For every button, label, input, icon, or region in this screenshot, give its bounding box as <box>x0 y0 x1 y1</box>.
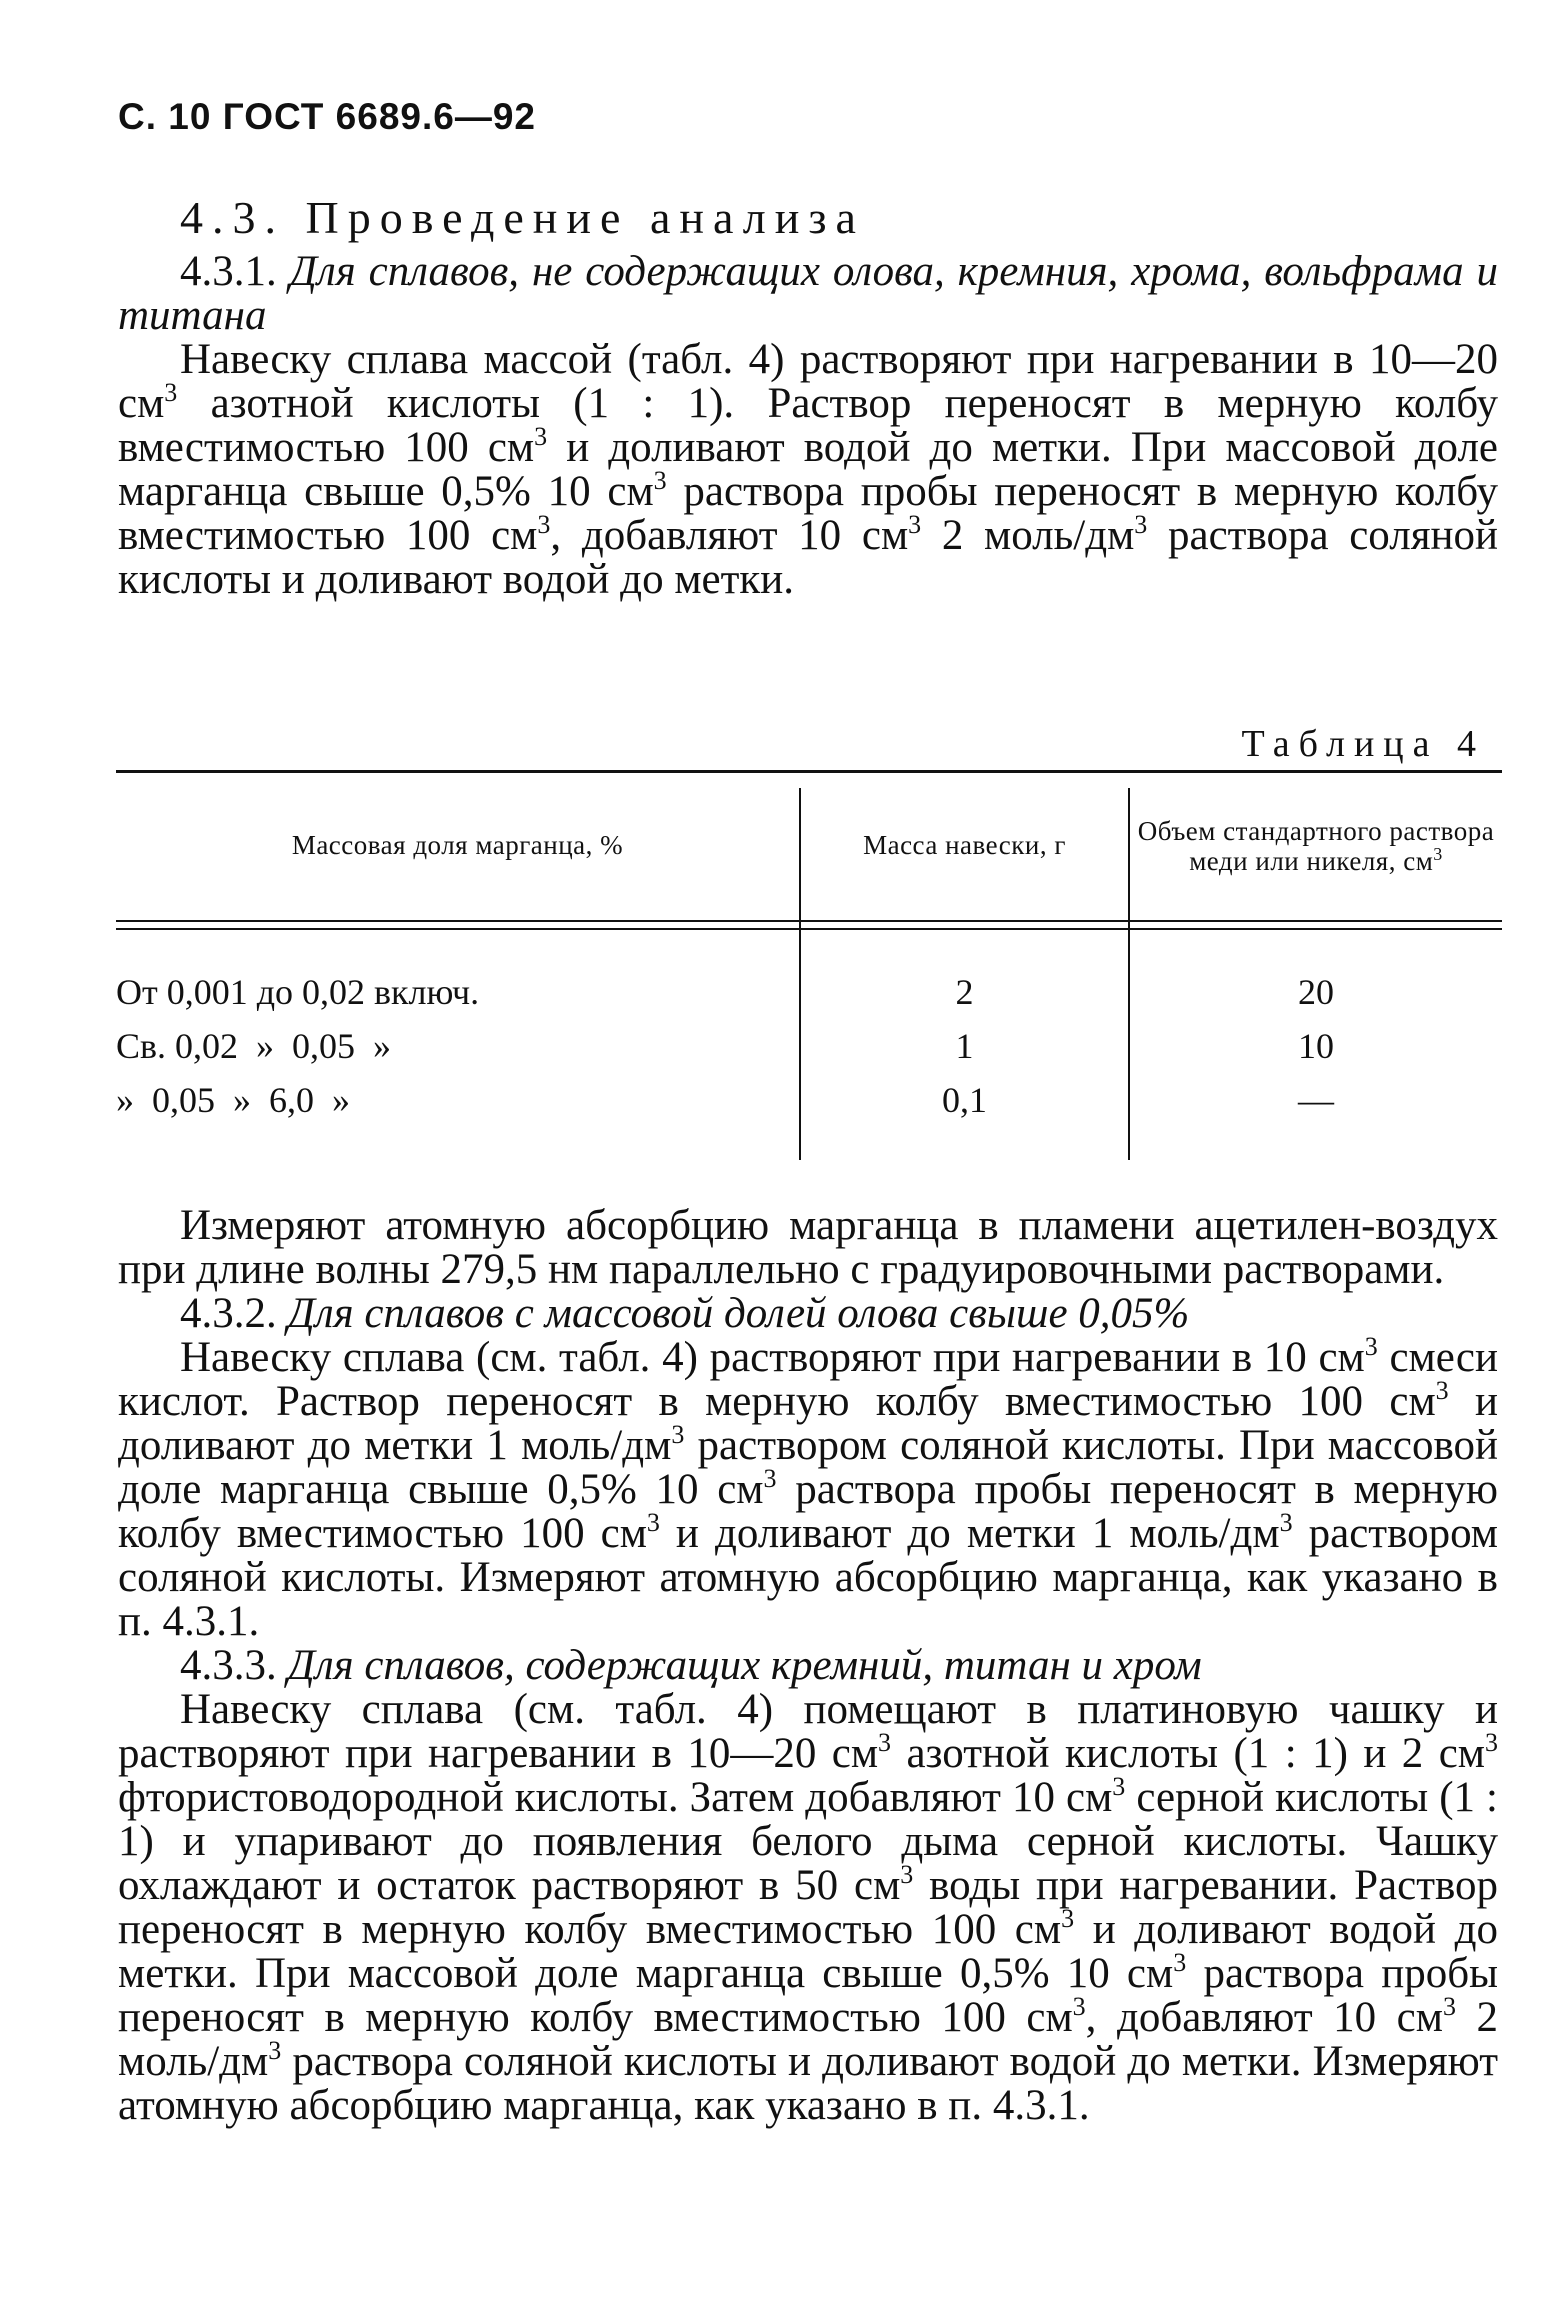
superscript: 3 <box>534 422 548 451</box>
superscript: 3 <box>653 466 667 495</box>
subsection-title: Для сплавов, содержащих кремний, титан и хром <box>287 1642 1202 1689</box>
text-run: раствором соляной кислоты. Измеряют атомную абсорбцию марганца, как указано в п. 4.3.1. <box>118 1510 1498 1645</box>
subsection-title: Для сплавов с массовой долей олова свыше 0,05% <box>287 1290 1190 1337</box>
table-row <box>116 1026 391 1066</box>
cell-mass: 2 <box>955 972 974 1012</box>
measurement-paragraph: Измеряют атомную абсорбцию марганца в пламени ацетилен-воздух при длине волны 279,5 нм параллельно с градуировочными растворами. <box>118 1202 1498 1293</box>
cell-mass: 0,1 <box>942 1080 987 1120</box>
cell-volume: 20 <box>1298 972 1334 1012</box>
text-run: азотной кислоты (1 : 1). Раствор переносят в мерную колбу вместимостью 100 см <box>118 380 1498 471</box>
text-run: раствором соляной кислоты. При массовой доле марганца свыше 0,5% 10 см <box>118 1422 1498 1513</box>
subsection-4-3-2-text <box>118 1332 1498 1645</box>
superscript: 3 <box>763 1464 777 1493</box>
superscript: 3 <box>900 1860 914 1889</box>
table-top-rule <box>116 770 1502 773</box>
text-run: 2 моль/дм <box>118 1994 1498 2085</box>
subsection-4-3-2-heading <box>118 1292 1498 1336</box>
header-text: Объем стандартного раствора меди или никеля, см <box>1137 816 1495 876</box>
superscript: 3 <box>1173 1948 1187 1977</box>
cell-range: » 0,05 » 6,0 » <box>116 1080 350 1120</box>
text-run: смеси кислот. Раствор переносят в мерную колбу вместимостью 100 см <box>118 1334 1498 1425</box>
table-header-rule <box>116 920 1502 922</box>
superscript: 3 <box>878 1728 892 1757</box>
text-run: раствора пробы переносят в мерную колбу вместимостью 100 см <box>118 1950 1498 2041</box>
superscript: 3 <box>1442 1992 1456 2021</box>
subsection-title: Для сплавов, не содержащих олова, кремния, хрома, вольфрама и титана <box>118 248 1499 339</box>
text-run: и доливают водой до метки. При массовой доле марганца свыше 0,5% 10 см <box>118 424 1498 515</box>
text-run: азотной кислоты (1 : 1) и 2 см <box>891 1730 1485 1777</box>
text-run: , добавляют 10 см <box>550 512 909 559</box>
text-run: раствора пробы переносят в мерную колбу вместимостью 100 см <box>118 1466 1498 1557</box>
column-header-volume <box>1130 816 1502 876</box>
subsection-4-3-3-text <box>118 1688 1498 2128</box>
subsection-4-3-1-heading <box>118 250 1498 338</box>
cell-volume: — <box>1298 1080 1334 1120</box>
column-header-mass: Масса навески, г <box>863 830 1066 860</box>
text-run: Навеску сплава (см. табл. 4) помещают в платиновую чашку и растворяют при нагревании в 10—20 см <box>118 1686 1498 1777</box>
cell-volume: 10 <box>1298 1026 1334 1066</box>
superscript: 3 <box>1364 1332 1378 1361</box>
subsection-4-3-1-text <box>118 338 1498 602</box>
page-header: С. 10 ГОСТ 6689.6—92 <box>118 96 536 137</box>
text-run: раствора соляной кислоты и доливают водой до метки. <box>118 512 1499 603</box>
table-row <box>116 972 479 1012</box>
data-table <box>116 770 1502 1170</box>
section-title: 4.3. Проведение анализа <box>180 192 865 243</box>
superscript: 3 <box>537 510 551 539</box>
superscript: 3 <box>671 1420 685 1449</box>
text-run: серной кислоты (1 : 1) и упаривают до появления белого дыма серной кислоты. Чашку охлаждают и остаток растворяют в 50 см <box>118 1774 1499 1909</box>
table-caption: Таблица 4 <box>1241 723 1485 765</box>
text-run: воды при нагревании. Раствор переносят в мерную колбу вместимостью 100 см <box>118 1862 1498 1953</box>
text-run: и доливают до метки 1 моль/дм <box>118 1378 1498 1469</box>
superscript: 3 <box>1433 844 1443 864</box>
text-run: , добавляют 10 см <box>1085 1994 1443 2041</box>
superscript: 3 <box>1134 510 1148 539</box>
text-run: раствора пробы переносят в мерную колбу вместимостью 100 см <box>118 468 1498 559</box>
text-run: фтористоводородной кислоты. Затем добавляют 10 см <box>118 1774 1113 1821</box>
text-run: Навеску сплава массой (табл. 4) растворяют при нагревании в 10—20 см <box>118 336 1498 427</box>
table-header-rule <box>116 928 1502 930</box>
superscript: 3 <box>1485 1728 1498 1757</box>
cell-range: Св. 0,02 » 0,05 » <box>116 1026 392 1066</box>
superscript: 3 <box>1435 1376 1449 1405</box>
table-row <box>116 1080 350 1120</box>
text-run: Навеску сплава (см. табл. 4) растворяют при нагревании в 10 см <box>180 1334 1365 1381</box>
text-run: 2 моль/дм <box>921 512 1135 559</box>
superscript: 3 <box>646 1508 660 1537</box>
subsection-number: 4.3.3. <box>180 1642 277 1689</box>
text-run: раствора соляной кислоты и доливают водой до метки. Измеряют атомную абсорбцию марганца, как указано в п. 4.3.1. <box>118 2038 1498 2129</box>
superscript: 3 <box>908 510 922 539</box>
superscript: 3 <box>268 2036 282 2065</box>
section-block-1 <box>118 192 1499 603</box>
text-run: и доливают до метки 1 моль/дм <box>659 1510 1280 1557</box>
subsection-number: 4.3.1. <box>180 248 277 295</box>
text-run: и доливают водой до метки. При массовой доле марганца свыше 0,5% 10 см <box>118 1906 1498 1997</box>
superscript: 3 <box>164 378 178 407</box>
superscript: 3 <box>1061 1904 1075 1933</box>
section-block-2 <box>118 1204 1498 2128</box>
superscript: 3 <box>1072 1992 1086 2021</box>
cell-range: От 0,001 до 0,02 включ. <box>116 972 480 1012</box>
subsection-4-3-3-heading <box>118 1644 1498 1688</box>
superscript: 3 <box>1112 1772 1126 1801</box>
column-header-manganese: Массовая доля марганца, % <box>291 830 624 860</box>
subsection-number: 4.3.2. <box>180 1290 277 1337</box>
cell-mass: 1 <box>955 1026 974 1066</box>
superscript: 3 <box>1279 1508 1293 1537</box>
